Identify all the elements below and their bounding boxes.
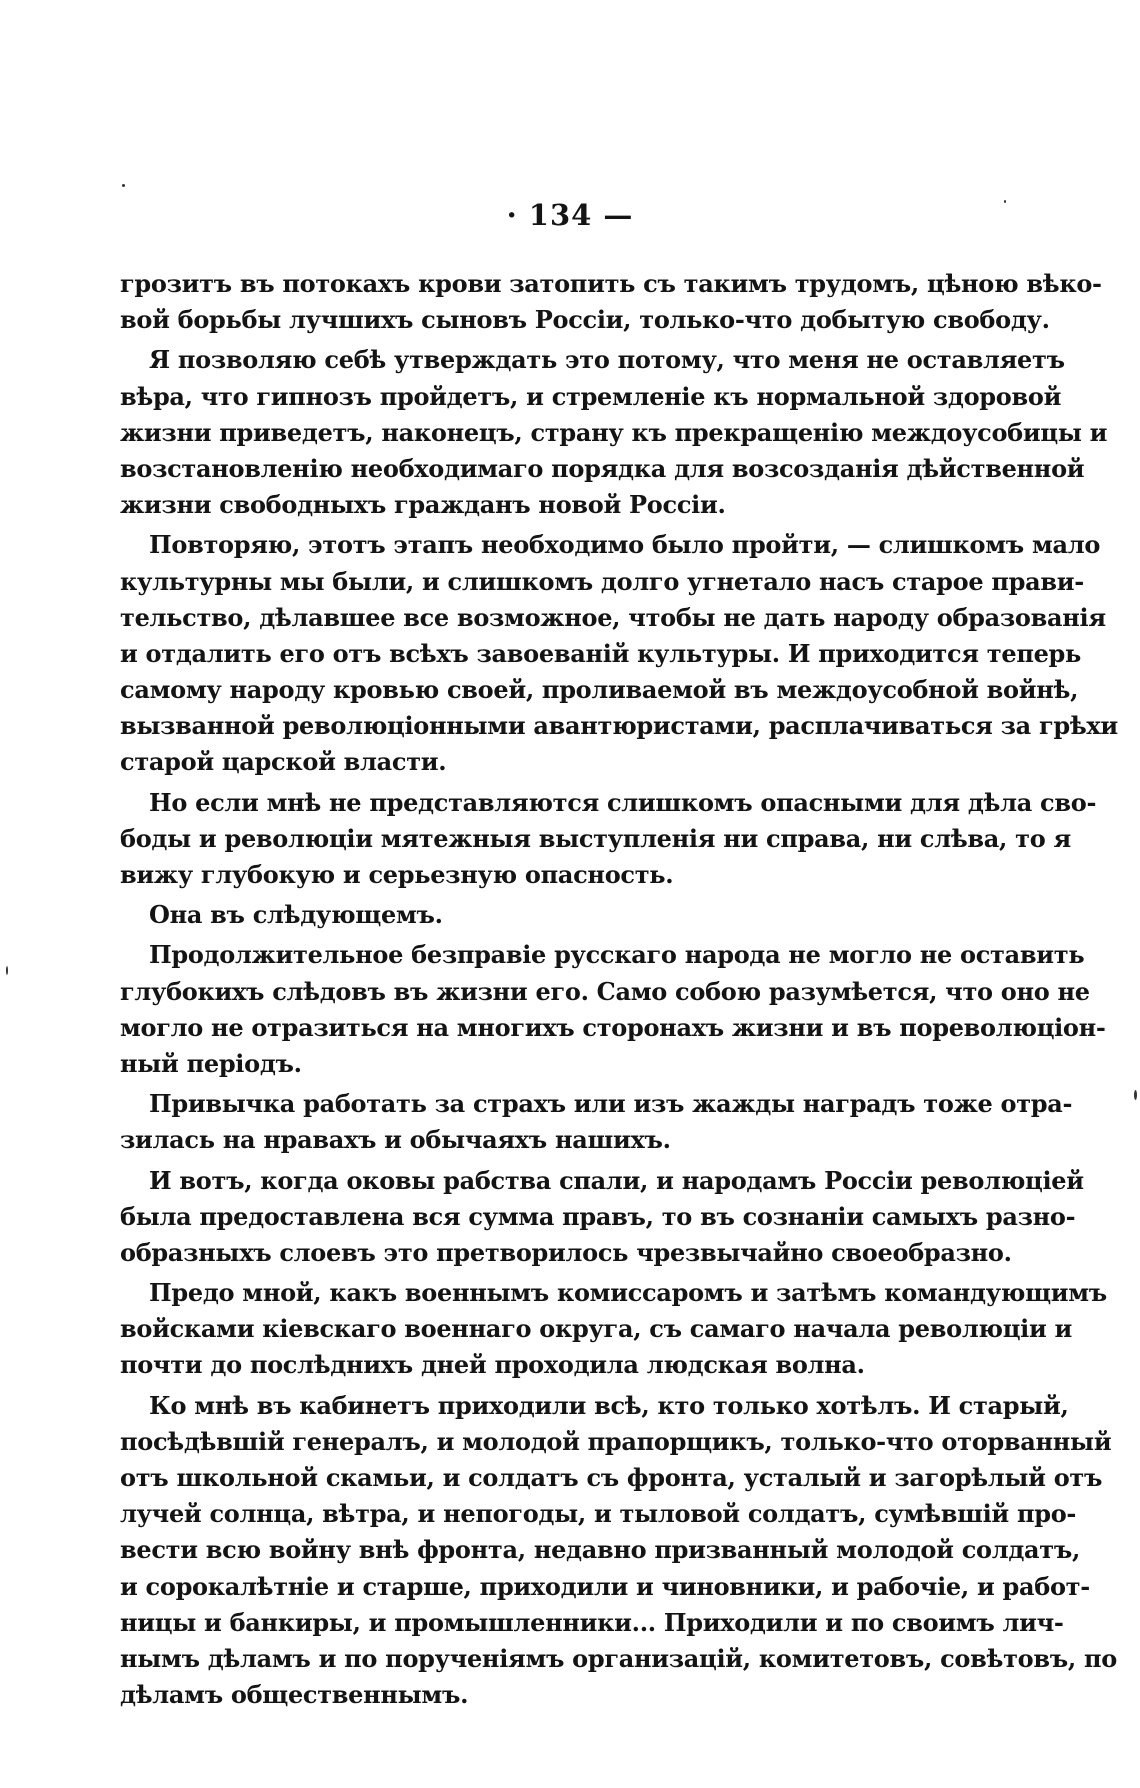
- text-line: вызванной революціонными авантюристами, расплачиваться за грѣхи: [120, 711, 1118, 741]
- paragraph: [120, 1388, 1117, 1714]
- text-line: образныхъ слоевъ это претворилось чрезвычайно своеобразно.: [120, 1237, 1012, 1267]
- text-line: могло не отразиться на многихъ сторонахъ жизни и въ пореволюціон-: [120, 1012, 1106, 1042]
- scan-speck: [122, 184, 125, 187]
- body-text: [120, 266, 1118, 1713]
- page-number: · 134 —: [506, 198, 634, 232]
- text-line: Я позволяю себѣ утверждать это потому, что меня не оставляетъ: [149, 345, 1065, 375]
- paragraph: [120, 897, 989, 933]
- text-line: И вотъ, когда оковы рабства спали, и народамъ Россіи революціей: [149, 1165, 1084, 1195]
- text-line: дѣламъ общественнымъ.: [120, 1680, 469, 1710]
- text-line: и сорокалѣтніе и старше, приходили и чиновники, и рабочіе, и работ-: [120, 1571, 1090, 1601]
- paragraph: [120, 785, 1097, 894]
- text-line: нымъ дѣламъ и по порученіямъ организацій, комитетовъ, совѣтовъ, по: [120, 1643, 1117, 1673]
- text-line: и отдалить его отъ всѣхъ завоеваній культуры. И приходится теперь: [120, 638, 1082, 668]
- text-line: Продолжительное безправіе русскаго народа не могло не оставить: [149, 940, 1085, 970]
- text-line: Предо мной, какъ военнымъ комиссаромъ и затѣмъ командующимъ: [149, 1278, 1107, 1308]
- text-line: зилась на нравахъ и обычаяхъ нашихъ.: [120, 1125, 671, 1155]
- text-line: вижу глубокую и серьезную опасность.: [120, 860, 674, 889]
- text-line: отъ школьной скамьи, и солдатъ съ фронта, усталый и загорѣлый отъ: [120, 1463, 1103, 1492]
- text-line: ницы и банкиры, и промышленники... Приходили и по своимъ лич-: [120, 1607, 1064, 1637]
- text-line: культурны мы были, и слишкомъ долго угнетало насъ старое прави-: [120, 566, 1084, 596]
- text-line: возстановленію необходимаго порядка для возсозданія дѣйственной: [120, 453, 1085, 483]
- text-line: вой борьбы лучшихъ сыновъ Россіи, только-что добытую свободу.: [120, 305, 1050, 335]
- text-line: ный періодъ.: [120, 1048, 302, 1078]
- text-line: жизни свободныхъ гражданъ новой Россіи.: [120, 490, 726, 520]
- text-line: войсками кіевскаго военнаго округа, съ самаго начала революціи и: [120, 1314, 1073, 1344]
- text-line: посѣдѣвшій генералъ, и молодой прапорщикъ, только-что оторванный: [120, 1426, 1112, 1456]
- text-line: лучей солнца, вѣтра, и непогоды, и тыловой солдатъ, сумѣвшій про-: [120, 1499, 1077, 1529]
- scan-speck: [6, 966, 8, 975]
- text-line: Ко мнѣ въ кабинетъ приходили всѣ, кто только хотѣлъ. И старый,: [149, 1390, 1069, 1420]
- text-line: почти до послѣднихъ дней проходила людская волна.: [120, 1350, 865, 1380]
- text-line: вѣра, что гипнозъ пройдетъ, и стремленіе къ нормальной здоровой: [120, 381, 1062, 411]
- scan-speck: [1004, 200, 1006, 203]
- text-line: грозитъ въ потокахъ крови затопить съ такимъ трудомъ, цѣною вѣко-: [120, 269, 1102, 298]
- text-line: Но если мнѣ не представляются слишкомъ опасными для дѣла сво-: [149, 787, 1097, 817]
- text-line: самому народу кровью своей, проливаемой въ междоусобной войнѣ,: [120, 675, 1079, 705]
- text-line: была предоставлена вся сумма правъ, то въ сознаніи самыхъ разно-: [120, 1201, 1076, 1231]
- paragraph: [120, 937, 1106, 1082]
- text-line: Повторяю, этотъ этапъ необходимо было пройти, — слишкомъ мало: [149, 530, 1101, 560]
- text-line: Привычка работать за страхъ или изъ жажды наградъ тоже отра-: [149, 1089, 1073, 1119]
- paragraph: [120, 527, 1118, 780]
- text-line: вести всю войну внѣ фронта, недавно призванный молодой солдатъ,: [120, 1535, 1081, 1565]
- paragraph: [120, 1275, 1107, 1384]
- paragraph: [120, 342, 1108, 523]
- scan-speck: [1134, 1090, 1137, 1100]
- text-line: Она въ слѣдующемъ.: [149, 900, 443, 930]
- text-line: боды и революціи мятежныя выступленія ни справа, ни слѣва, то я: [120, 823, 1071, 853]
- paragraph: [120, 1086, 1073, 1158]
- paragraph: [120, 266, 1102, 338]
- text-line: старой царской власти.: [120, 747, 447, 777]
- text-line: глубокихъ слѣдовъ въ жизни его. Само собою разумѣется, что оно не: [120, 976, 1090, 1006]
- paragraph: [120, 1163, 1084, 1272]
- text-line: тельство, дѣлавшее все возможное, чтобы не дать народу образованія: [120, 602, 1106, 632]
- text-line: жизни приведетъ, наконецъ, страну къ прекращенію междоусобицы и: [120, 417, 1108, 447]
